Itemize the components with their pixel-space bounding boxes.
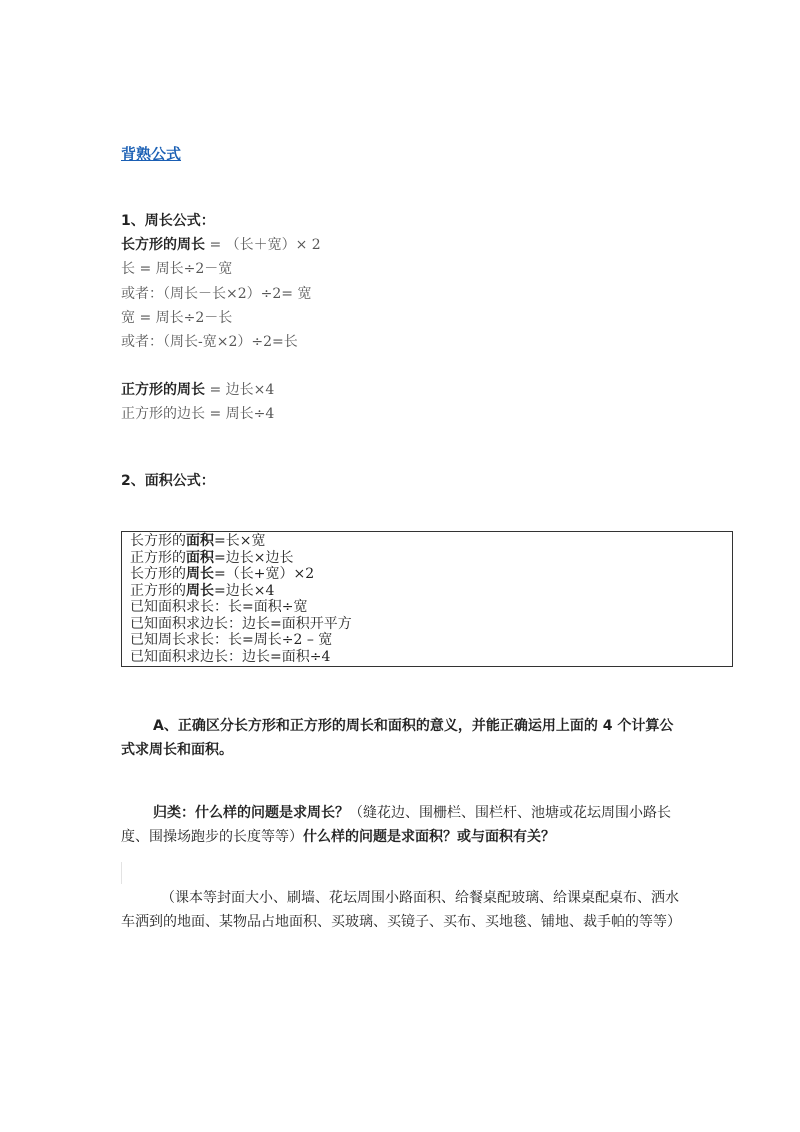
square-side-formula: 正方形的边长 = 周长÷4 [121,406,275,422]
box-line: 已知面积求长：长=面积÷宽 [130,599,308,615]
rect-perimeter-formula [121,234,321,254]
box-line: 已知面积求边长：边长=面积÷4 [130,648,331,665]
area-formula-box [121,531,733,667]
box-line: 已知面积求边长：边长=面积开平方 [130,615,352,632]
area-examples: （课本等封面大小、刷墙、花坛周围小路面积、给餐桌配玻璃、给课桌配桌布、洒水车洒到的地面、某物品占地面积、买玻璃、买镜子、买布、买地毯、铺地、裁手帕的等等） [121,890,681,930]
perimeter-question: 归类：什么样的问题是求周长？ [153,805,349,821]
box-line: 长方形的周长=（长+宽）×2 [130,566,315,582]
section-a-text: A、正确区分长方形和正方形的周长和面积的意义，并能正确运用上面的 4 个计算公式求周长和面积。 [121,718,674,758]
formula-line: 或者：（周长－长×2）÷2= 宽 [121,286,312,302]
box-line: 已知周长求长：长=周长÷2 – 宽 [130,632,333,648]
classify-paragraph [121,801,681,849]
box-line: 正方形的周长=边长×4 [130,582,275,599]
square-perimeter-label: 正方形的周长 [121,382,205,398]
divider-mark [121,862,122,884]
square-perimeter-formula [121,379,274,399]
rect-perimeter-expression: = （长＋宽）× 2 [205,237,321,253]
box-line: 长方形的面积=长×宽 [130,533,266,549]
square-perimeter-expression: = 边长×4 [205,382,275,398]
perimeter-heading: 1、周长公式： [121,213,215,229]
formula-line: 或者：（周长-宽×2）÷2=长 [121,334,298,350]
area-heading: 2、面积公式： [121,473,215,489]
formula-line: 宽 = 周长÷2－长 [121,310,233,326]
area-question: 什么样的问题是求面积？或与面积有关？ [303,829,555,845]
page-title[interactable]: 背熟公式 [121,145,182,163]
perimeter-examples: （缝花边、围栅栏、围栏杆、池塘或花坛周围小路长度、围操场跑步的长度等等） [121,805,671,845]
box-line: 正方形的面积=边长×边长 [130,549,294,566]
rect-perimeter-label: 长方形的周长 [121,237,205,253]
formula-line: 长 = 周长÷2－宽 [121,261,233,277]
